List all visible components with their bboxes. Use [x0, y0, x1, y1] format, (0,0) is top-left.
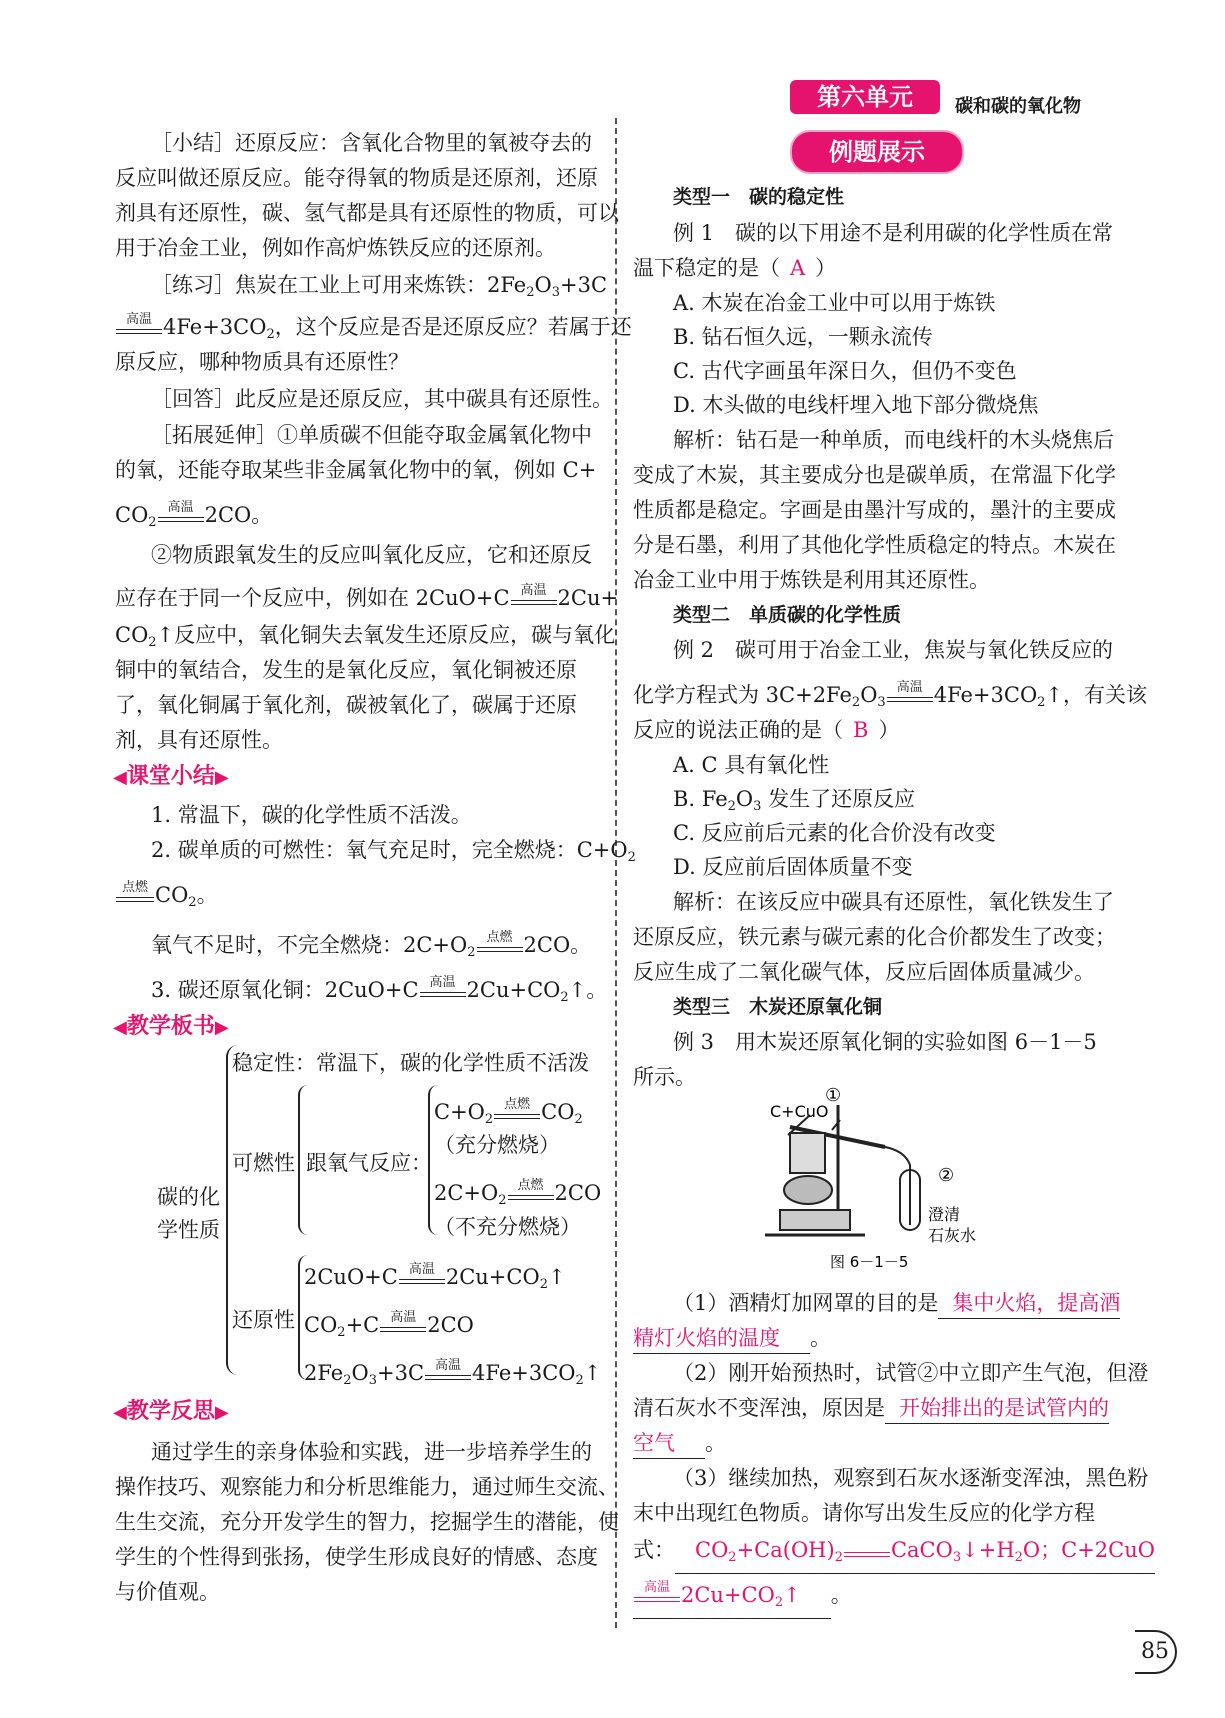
equals-sign: 点燃 — [116, 897, 154, 902]
text-line: 1. 常温下，碳的化学性质不活泼。 — [151, 803, 472, 827]
text: ，这个反应是否是还原反应？若属于还 — [274, 315, 632, 339]
equals-sign — [511, 583, 557, 605]
text-line: 精灯火焰的温度 。 — [633, 1323, 831, 1354]
text-line: 空气 。 — [633, 1428, 726, 1459]
board-item: 跟氧气反应： — [306, 1151, 432, 1175]
text-line: 用于冶金工业，例如作高炉炼铁反应的还原剂。 — [115, 236, 556, 260]
equation-line: 式： $CO_2+Ca(OH)_2$ $CaCO_3↓+H_2O$；C+2CuO — [633, 1535, 1155, 1574]
board-root: 学性质 — [157, 1218, 220, 1242]
answer: 精灯火焰的温度 — [633, 1323, 810, 1354]
text-line: 反应生成了二氧化碳气体，反应后固体质量减少。 — [633, 960, 1095, 984]
option: C. 反应前后元素的化合价没有改变 — [673, 821, 996, 845]
equation-line: $CO_2$ 高温 2CO。 — [115, 500, 273, 530]
board-eq: $2Fe_2O_3+3C$ 高温 $4Fe+3CO_2↑$ — [304, 1358, 602, 1388]
text-line: （2）刚开始预热时，试管②中立即产生气泡，但澄 — [673, 1361, 1149, 1385]
option: A. 木炭在冶金工业中可以用于炼铁 — [673, 291, 996, 315]
text-line: 分是石墨，利用了其他化学性质稳定的特点。木炭在 — [633, 533, 1116, 557]
text-line: 例 1 碳的以下用途不是利用碳的化学性质在常 — [673, 221, 1114, 245]
board-root: 碳的化 — [157, 1185, 220, 1209]
apparatus — [765, 1105, 920, 1235]
option: D. 反应前后固体质量不变 — [673, 855, 913, 879]
board-item: 可燃性 — [232, 1151, 295, 1175]
board-eq: $C+O_2$ 点燃 $CO_2$ — [434, 1097, 583, 1127]
lime-label: 澄清 — [928, 1205, 961, 1224]
answer: 开始排出的是试管内的 — [885, 1393, 1109, 1424]
unit-label: 第六单元 — [790, 80, 940, 114]
text: ［练习］焦炭在工业上可用来炼铁：2Fe — [151, 273, 527, 297]
answer: 集中火焰，提高酒 — [938, 1288, 1120, 1319]
marker-1: ① — [825, 1085, 842, 1106]
text-line: 还原反应，铁元素与碳元素的化合价都发生了改变； — [633, 925, 1116, 949]
text-line: 了，氧化铜属于氧化剂，碳被氧化了，碳属于还原 — [115, 693, 577, 717]
equals-sign: 高温 — [399, 1279, 445, 1284]
section-summary-title: ◀课堂小结▶ — [113, 764, 229, 789]
equals-sign: 高温 — [634, 1597, 680, 1602]
text-line: 铜中的氧结合，发生的是氧化反应，氧化铜被还原 — [115, 658, 577, 682]
text-line: 变成了木炭，其主要成分也是碳单质，在常温下化学 — [633, 463, 1116, 487]
equation-line: 氧气不足时，不完全燃烧：$2C+O_2$ 点燃 2CO。 — [151, 930, 592, 960]
text-line: 剂具有还原性，碳、氢气都是具有还原性的物质，可以 — [115, 201, 619, 225]
type-heading: 类型一 碳的稳定性 — [673, 186, 845, 208]
board-item: （充分燃烧） — [434, 1133, 560, 1157]
option: C. 古代字画虽年深日久，但仍不变色 — [673, 359, 1017, 383]
text-line: 解析：钻石是一种单质，而电线杆的木头烧焦后 — [673, 428, 1114, 452]
text-line: 的氧，还能夺取某些非金属氧化物中的氧，例如 C+ — [115, 458, 597, 482]
text-line: ②物质跟氧发生的反应叫氧化反应，它和还原反 — [151, 543, 592, 567]
equals-sign: 高温 — [887, 697, 933, 702]
text-line: 清石灰水不变浑浊，原因是 开始排出的是试管内的 — [633, 1393, 1109, 1424]
text-line: ［拓展延伸］①单质碳不但能夺取金属氧化物中 — [151, 423, 592, 447]
answer: 高温 $2Cu+CO_2↑$ — [633, 1580, 831, 1619]
text-line: $CO_2↑$反应中，氧化铜失去氧发生还原反应，碳与氧化 — [115, 623, 616, 650]
equals-sign: 高温 — [425, 1375, 471, 1380]
text-line: 2. 碳单质的可燃性：氧气充足时，完全燃烧：$C+O_2$ — [151, 838, 636, 865]
equation-line: 高温 $2Cu+CO_2↑$ 。 — [633, 1580, 852, 1619]
equation-line: 高温 $4Fe+3CO_2$，这个反应是否是还原反应？若属于还 — [115, 312, 632, 350]
option: B. 钻石恒久远，一颗永流传 — [673, 325, 933, 349]
board-eq: 2CuO+C 高温 $2Cu+CO_2↑$ — [304, 1262, 566, 1292]
option: A. C 具有氧化性 — [673, 753, 830, 777]
equation-line: 点燃 $CO_2$。 — [115, 880, 218, 918]
option: D. 木头做的电线杆埋入地下部分微烧焦 — [673, 393, 1039, 417]
type-heading: 类型二 单质碳的化学性质 — [673, 604, 902, 626]
experiment-figure — [760, 1085, 1020, 1275]
text-line: （3）继续加热，观察到石灰水逐渐变浑浊，黑色粉 — [673, 1466, 1149, 1490]
equals-sign: 高温 — [380, 1327, 426, 1332]
text-line: 温下稳定的是（ A ） — [633, 256, 837, 280]
text-line: 通过学生的亲身体验和实践，进一步培养学生的 — [151, 1440, 592, 1464]
text-line: 与价值观。 — [115, 1580, 220, 1604]
figure-caption: 图 6－1－5 — [830, 1253, 909, 1271]
text-line: （1）酒精灯加网罩的目的是 集中火焰，提高酒 — [673, 1288, 1120, 1319]
equals-sign — [158, 500, 204, 522]
equals-sign — [116, 312, 162, 334]
text-line: 末中出现红色物质。请你写出发生反应的化学方程 — [633, 1501, 1095, 1525]
text-line: 剂，具有还原性。 — [115, 728, 283, 752]
answer: 空气 — [633, 1428, 705, 1459]
board-eq: $CO_2+C$ 高温 2CO — [304, 1310, 474, 1340]
text-line: 反应叫做还原反应。能夺得氧的物质是还原剂，还原 — [115, 166, 598, 190]
text-line: 冶金工业中用于炼铁是利用其还原性。 — [633, 568, 990, 592]
board-item: （不充分燃烧） — [434, 1215, 581, 1239]
unit-topic: 碳和碳的氧化物 — [955, 96, 1081, 117]
text-line: 性质都是稳定。字画是由墨汁写成的，墨汁的主要成 — [633, 498, 1116, 522]
equation-line: 应存在于同一个反应中，例如在 2CuO+C 高温 2Cu+ — [115, 583, 619, 610]
text: 应存在于同一个反应中，例如在 2CuO+C — [115, 586, 510, 610]
section-reflect-title: ◀教学反思▶ — [113, 1399, 229, 1424]
text-line: ［练习］焦炭在工业上可用来炼铁：$2Fe_2O_3+3C$ — [151, 273, 608, 300]
answer: $CO_2+Ca(OH)_2$ $CaCO_3↓+H_2O$；C+2CuO — [675, 1535, 1155, 1574]
text-line: 原反应，哪种物质具有还原性？ — [115, 350, 409, 374]
text-line: 例 2 碳可用于冶金工业，焦炭与氧化铁反应的 — [673, 638, 1114, 662]
text-line: 例 3 用木炭还原氧化铜的实验如图 6－1－5 — [673, 1030, 1097, 1054]
section-board-title: ◀教学板书▶ — [113, 1014, 229, 1039]
equals-sign: 点燃 — [494, 1114, 540, 1119]
reagent-label: C+CuO — [770, 1102, 829, 1121]
equals-sign: 点燃 — [508, 1195, 554, 1200]
marker-2: ② — [938, 1165, 955, 1186]
text-line: 反应的说法正确的是（ B ） — [633, 718, 900, 742]
equation-line: 化学方程式为 $3C+2Fe_2O_3$ 高温 $4Fe+3CO_2↑$，有关该 — [633, 680, 1148, 710]
lime-label: 石灰水 — [928, 1226, 977, 1245]
text-line: ［回答］此反应是还原反应，其中碳具有还原性。 — [151, 387, 613, 411]
condition: 高温 — [125, 312, 152, 327]
text-line: 所示。 — [633, 1065, 696, 1089]
text-line: ［小结］还原反应：含氧化合物里的氧被夺去的 — [151, 131, 592, 155]
answer: A — [790, 256, 806, 280]
option: B. $Fe_2O_3$ 发生了还原反应 — [673, 787, 916, 814]
condition: 高温 — [167, 500, 194, 515]
board-item: 还原性 — [232, 1308, 295, 1332]
answer: B — [853, 718, 869, 742]
equation-line: 3. 碳还原氧化铜：2CuO+C 高温 $2Cu+CO_2↑$。 — [151, 975, 608, 1005]
equals-sign: 高温 — [420, 992, 466, 997]
text-line: 操作技巧、观察能力和分析思维能力，通过师生交流、 — [115, 1475, 619, 1499]
type-heading: 类型三 木炭还原氧化铜 — [673, 996, 883, 1018]
page-number: 85 — [1135, 1630, 1177, 1674]
text-line: 学生的个性得到张扬，使学生形成良好的情感、态度 — [115, 1545, 598, 1569]
condition: 高温 — [520, 583, 547, 598]
equals-sign — [844, 1552, 890, 1557]
board-item: 稳定性：常温下，碳的化学性质不活泼 — [232, 1051, 589, 1075]
examples-banner: 例题展示 — [790, 130, 964, 174]
equals-sign: 点燃 — [477, 947, 523, 952]
text-line: 解析：在该反应中碳具有还原性，氧化铁发生了 — [673, 890, 1114, 914]
text: ↑反应中，氧化铜失去氧发生还原反应，碳与氧化 — [156, 623, 616, 647]
board-eq: $2C+O_2$ 点燃 2CO — [434, 1178, 602, 1208]
text-line: 生生交流，充分开发学生的智力，挖掘学生的潜能，使 — [115, 1510, 619, 1534]
